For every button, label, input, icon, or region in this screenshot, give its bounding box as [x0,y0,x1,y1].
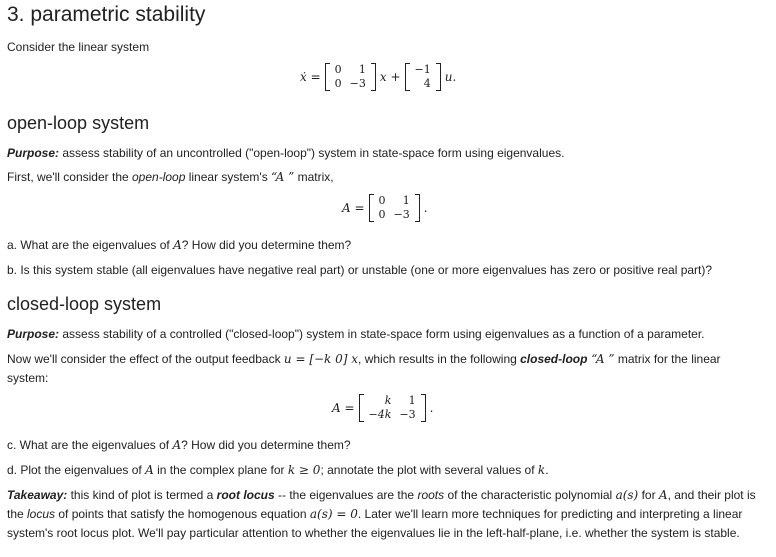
matrix-cell: 0 [378,208,386,221]
text: in the complex plane for [153,463,288,477]
text: ? How did you determine them? [181,238,352,252]
eq-end: . [423,201,428,215]
matrix-cell: 1 [408,394,416,407]
text-italic: open-loop [132,170,186,184]
question-c [7,436,762,455]
closed-matrix-a [359,394,426,422]
purpose-label: Purpose: [7,327,60,341]
eq-lhs: A = [332,401,355,415]
matrix-cell: k [384,394,392,407]
math: A [658,488,668,502]
text: linear system's [185,170,272,184]
text: matrix, [294,170,334,184]
system-equation [300,63,456,91]
purpose-text: assess stability of an uncontrolled ("open-loop") system in state-space form using eigenvalues. [59,146,565,160]
matrix-cell: −3 [399,408,416,421]
sys-eq-lhs: ẋ = [300,70,321,84]
math: A [173,238,182,252]
text: the [7,507,28,521]
matrix-cell: −3 [393,208,410,221]
text-bold-italic: closed-loop [520,352,588,366]
math: k ≥ 0 [287,463,321,477]
sys-eq-mid: x + [379,70,401,84]
text-italic: roots [417,488,445,502]
matrix-cell: 0 [378,194,386,207]
eq-end: . [429,401,434,415]
question-d [7,461,762,480]
closed-now-line [7,350,762,369]
question-b: b. Is this system stable (all eigenvalues have negative real part) or unstable (one or more eigenvalues has zero or positive real part)? [7,263,713,277]
math: “A ” [587,352,615,366]
sys-matrix-a [325,63,376,91]
matrix-cell: −1 [414,63,431,76]
open-a-equation [342,194,428,222]
text: of points that satisfy the homogenous equation [55,507,310,521]
text: a. What are the eigenvalues of [7,238,174,252]
purpose-text: assess stability of a controlled ("closed-loop") system in state-space form using eigenvalues as a function of a parameter. [59,327,705,341]
text: First, we'll consider the [7,170,132,184]
open-loop-heading: open-loop system [7,113,150,133]
takeaway-line-3: system's root locus plot. We'll pay particular attention to whether the eigenvalues lie in the left-half-plane, i.e. whether the system is stable. [7,526,740,540]
closed-loop-heading: closed-loop system [7,294,162,314]
math: u = [−k 0] x [283,352,359,366]
text: ? How did you determine them? [181,438,351,452]
matrix-cell: 4 [423,77,431,90]
takeaway-line-2 [7,505,762,524]
matrix-cell: −3 [349,77,366,90]
eq-lhs: A = [342,201,365,215]
text: matrix for the linear [614,352,721,366]
text: ; annotate the plot with several values of [320,463,538,477]
text: this kind of plot is termed a [67,488,217,502]
text-italic: locus [27,507,56,521]
math: k [537,463,546,477]
closed-a-equation [332,394,433,422]
matrix-cell: 1 [402,194,410,207]
math: a(s) = 0 [309,507,358,521]
matrix-cell: 0 [334,77,342,90]
text: -- the eigenvalues are the [274,488,418,502]
text: . Later we'll learn more techniques for predicting and interpreting a linear [357,507,743,521]
takeaway-line-1 [7,486,762,505]
closed-purpose [7,325,762,344]
text: for [638,488,659,502]
sys-matrix-b [405,63,441,91]
text: of the characteristic polynomial [444,488,616,502]
section-title: 3. parametric stability [7,3,206,26]
open-purpose [7,144,762,163]
text-bold-italic: root locus [216,488,275,502]
matrix-cell: 1 [358,63,366,76]
text: . [545,463,549,477]
math: A [145,463,154,477]
matrix-cell: −4k [368,408,392,421]
math: a(s) [615,488,639,502]
text: c. What are the eigenvalues of [7,438,173,452]
purpose-label: Purpose: [7,146,60,160]
question-a [7,236,762,255]
takeaway-label: Takeaway: [7,488,68,502]
text: , which results in the following [358,352,521,366]
text: d. Plot the eigenvalues of [7,463,146,477]
text: , and their plot is [667,488,756,502]
intro-text: Consider the linear system [7,40,150,54]
open-first-line [7,168,762,187]
matrix-cell: 0 [334,63,342,76]
sys-eq-end: u. [444,70,457,84]
closed-now-line-2: system: [7,371,49,385]
open-matrix-a [369,194,420,222]
math: “A ” [271,170,295,184]
text: Now we'll consider the effect of the output feedback [7,352,284,366]
math: A [172,438,182,452]
